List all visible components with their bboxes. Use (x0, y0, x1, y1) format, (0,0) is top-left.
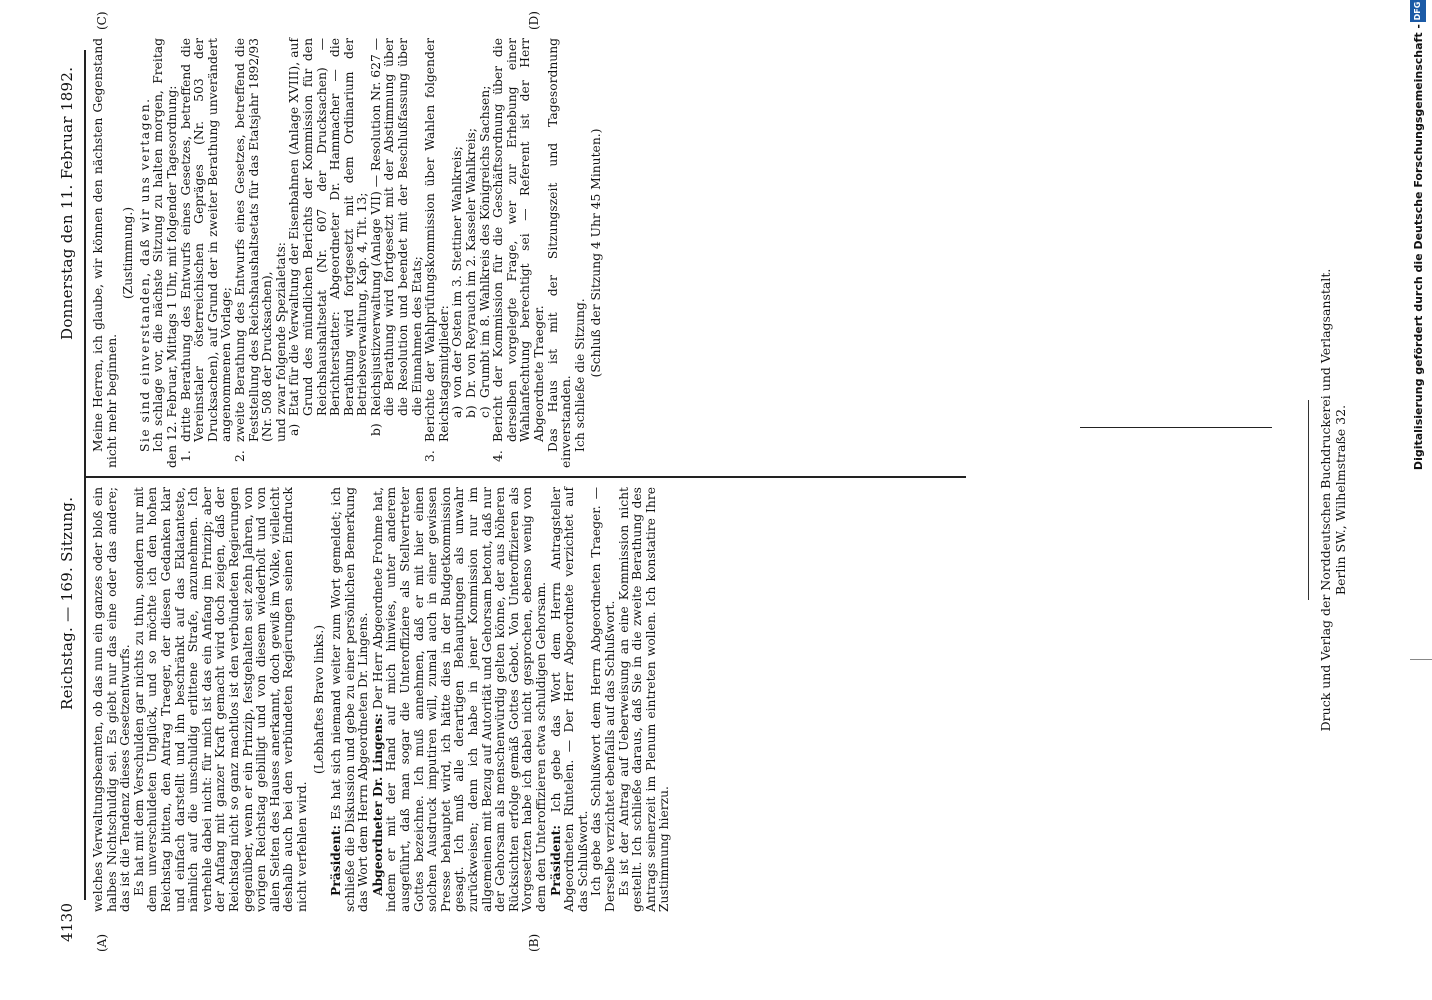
margin-letter-a: (A) (95, 933, 109, 952)
agenda-subitem (288, 38, 370, 468)
speaker-name: Präsident: (328, 825, 344, 896)
item-number: 4. (491, 450, 506, 462)
item-number: a) (450, 405, 465, 418)
paragraph (329, 487, 371, 912)
paragraph (139, 38, 153, 468)
imprint-line: Druck und Verlag der Norddeutschen Buchdruckerei und Verlagsanstalt. (1318, 268, 1333, 732)
imprint-rule (1308, 400, 1309, 600)
printer-imprint (1318, 0, 1348, 1000)
item-text: Etat für die Verwaltung der Eisenbahnen (Anlage XVIII), auf Grund des mündlichen Berichts der Kommission für den Reichshaushaltsetat (Nr. 607 der Drucksachen) — Berichterstatter: Abgeordneter Dr. Hammacher — die Berathung wird fortgesetzt mit dem Ordinarium der Betriebsverwaltung, Kap. 4, Tit. 13; (287, 38, 370, 416)
item-text: Reichsjustizverwaltung (Anlage VII) — Resolution Nr. 627 — die Berathung wird fortgesetzt mit der Abstimmung über die Resolution und beendet mit der Beschlußfassung über die Einnahmen des Etats; (368, 38, 424, 416)
paragraph: Ich schlage vor, die nächste Sitzung zu halten morgen, Freitag den 12. Februar, Mittags 1 Uhr, mit folgender Tagesordnung: (151, 38, 179, 468)
agenda-subitem (451, 38, 465, 468)
paragraph (371, 487, 549, 912)
agenda-item (492, 38, 546, 468)
session-date: Donnerstag den 11. Februar 1892. (58, 66, 76, 340)
item-text: Grumbt im 8. Wahlkreis des Königreichs Sachsen; (477, 85, 492, 398)
agenda-item (180, 38, 234, 468)
agenda-item (424, 38, 451, 468)
approval-note: (Zustimmung.) (121, 206, 136, 300)
session-title: Reichstag. — 169. Sitzung. (58, 496, 76, 710)
applause-note: (Lebhaftes Bravo links.) (311, 624, 326, 775)
item-number: b) (464, 405, 479, 418)
item-number: 1. (178, 450, 193, 462)
item-text: Berichte der Wahlprüfungskommission über Wahlen folgender Reichstagsmitglieder: (423, 38, 451, 442)
running-header (58, 0, 82, 1000)
item-text: dritte Berathung des Entwurfs eines Gesetzes, betreffend die Vereinstaler österreichischen Gepräges (Nr. 503 der Drucksachen), auf Grund der in zweiter Berathung unverändert angenommenen Vorlage; (178, 38, 234, 442)
speaker-name: Abgeordneter Dr. Lingens: (369, 713, 385, 896)
paragraph: Das Haus ist mit der Sitzungszeit und Tagesordnung einverstanden. (545, 38, 574, 468)
item-text: Bericht der Kommission für die Geschäftsordnung über die derselben vorgelegte Frage, wer zur Erhebung einer Wahlanfechtung berechtigt sei — Referent ist der Herr Abgeordnete Traeger. (491, 38, 546, 442)
item-text: Dr. von Reyrauch im 2. Kasseler Wahlkreis; (464, 127, 479, 398)
page-number: 4130 (58, 902, 76, 942)
item-number: b) (368, 423, 383, 436)
adjournment-text: Sie sind einverstanden, daß wir uns vertagen. (137, 97, 152, 452)
speech-text: Der Herr Abgeordnete Frohme hat, indem er mit der Hand auf mich hinwies, unter anderem ausgeführt, daß man sogar die Unteroffiziere als Stellvertreter Gottes bezeichne. Ich muß annehmen, daß er mit hier einen solchen Ausdruck imputiren will, zumal auch in einer gewissen Presse behauptet wird, ich hätte dies in der Budgetkommission gesagt. Ich muß alle derartigen Behauptungen als unwahr zurückweisen; denn ich habe in jener Kommission nur im allgemeinen mit Bezug auf Autorität und Gehorsam betont, daß nur der Gehorsam als menschenwürdig gelten könne, der aus höheren Rücksichten erfolge gemäß Gottes Gebot. Von Unteroffizieren als Vorgesetzten habe ich dabei nicht gesprochen, ebenso wenig von dem den Unteroffizieren etwa schuldigen Gehorsam. (370, 487, 548, 912)
item-text: zweite Berathung des Entwurfs eines Gesetzes, betreffend die Feststellung des Reichshaushaltsetats für das Etatsjahr 1892/93 (Nr. 508 der Drucksachen), (232, 38, 275, 442)
agenda-item (234, 38, 275, 468)
column-divider (86, 476, 966, 478)
digitization-text: Digitalisierung gefördert durch die Deutsche Forschungsgemeinschaft - (1412, 24, 1425, 471)
item-number: c) (477, 406, 492, 418)
margin-letter-d: (D) (527, 11, 541, 30)
paragraph (549, 487, 591, 912)
paragraph: und zwar folgende Spezialetats: (273, 242, 288, 442)
left-text-column (92, 487, 672, 912)
item-number: a) (287, 423, 302, 436)
speaker-name: Präsident: (547, 825, 563, 896)
paragraph: Ich gebe das Schlußwort dem Herrn Abgeordneten Traeger. — Derselbe verzichtet ebenfalls auf das Schlußwort. (589, 487, 617, 912)
paragraph: Es ist der Antrag auf Ueberweisung an eine Kommission nicht gestellt. Ich schließe daraus, daß Sie in die zweite Berathung des Antrags seinerzeit im Plenum eintreten wollen. Ich konstatire Ihre Zustimmung hierzu. (616, 487, 672, 912)
digitization-credit (1410, 0, 1428, 1000)
right-text-column (92, 38, 607, 468)
agenda-subitem (370, 38, 424, 468)
imprint-line: Berlin SW., Wilhelmstraße 32. (1333, 404, 1348, 596)
item-number: 3. (423, 450, 438, 462)
closing-note: (Schluß der Sitzung 4 Uhr 45 Minuten.) (589, 128, 604, 378)
paragraph: Ich schließe die Sitzung. (572, 298, 587, 452)
paragraph: Es hat mit dem Verschulden gar nichts zu thun, sondern nur mit dem unverschuldeten Unglück, und so möchte ich den hohen Reichstag bitten, den Antrag Traeger, der diesen Gedanken klar und einfach darstellt und ihn beschränkt auf das Eklatanteste, nämlich auf die unschuldig erlittene Strafe, anzunehmen. Ich verhehle dabei nicht: für mich ist das ein Anfang im Prinzip; aber der Anfang mit ganzer Kraft gemacht wird doch zeigen, daß der Reichstag nicht so ganz machtlos ist den verbündeten Regierungen gegenüber, wenn er ein Prinzip, festgehalten seit zehn Jahren, von vorigen Reichstag gebilligt und von diesem wiederholt und von allen Seiten des Hauses anerkannt, doch gewiß im Volke, vielleicht deshalb auch bei den verbündeten Regierungen seinen Eindruck nicht verfehlen wird. (131, 487, 309, 912)
margin-letter-c: (C) (95, 11, 109, 30)
agenda-subitem (479, 38, 493, 468)
speech-text: Ich gebe das Wort dem Herrn Antragsteller Abgeordneten Rintelen. — Der Herr Abgeordnete verzichtet auf das Schlußwort. (548, 487, 590, 912)
speech-text: Es hat sich niemand weiter zum Wort gemeldet; ich schließe die Diskussion und gebe zu einer persönlichen Bemerkung das Wort dem Herrn Abgeordneten Dr. Lingens. (329, 487, 371, 912)
dfg-logo: DFG (1410, 0, 1426, 22)
agenda-subitem (465, 38, 479, 468)
item-text: von der Osten im 3. Stettiner Wahlkreis; (450, 146, 465, 398)
item-number: 2. (232, 450, 247, 462)
header-rule (84, 50, 86, 900)
lower-divider (1080, 427, 1272, 428)
margin-letter-b: (B) (527, 933, 541, 952)
paragraph: welches Verwaltungsbeamten, ob das nun ein ganzes oder bloß ein halbes Nichtschuldig sei. Es giebt nur das eine oder das andere; das ist die Tendenz dieses Gesetzentwurfs. (91, 487, 133, 912)
paragraph: Meine Herren, ich glaube, wir können den nächsten Gegenstand nicht mehr beginnen. (91, 38, 119, 468)
